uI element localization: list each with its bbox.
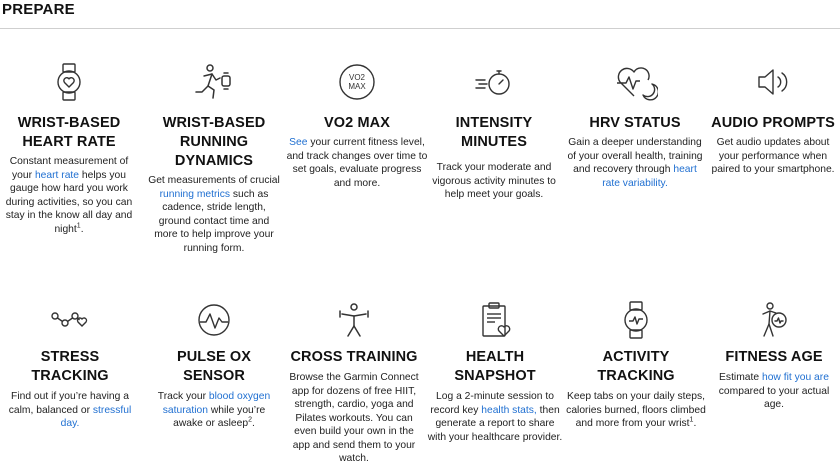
feature-description — [566, 390, 706, 431]
vo2-max-icon — [286, 62, 428, 102]
feature-title: WRIST-BASED HEART RATE — [17, 115, 121, 150]
feature-description — [2, 390, 138, 431]
heart-watch-icon — [2, 62, 136, 102]
feature-title: WRIST-BASED RUNNING DYNAMICS — [162, 115, 266, 169]
description-text: . — [80, 223, 84, 235]
description-text: Keep tabs on your daily steps, calories burned, floors climbed and more from your wrist — [566, 391, 706, 429]
feature-description — [2, 155, 136, 236]
hrv-heart-moon-icon — [566, 62, 704, 102]
description-link[interactable]: running metrics — [159, 188, 231, 200]
feature-description — [426, 390, 564, 444]
feature-activity-tracking — [566, 300, 706, 431]
feature-fitness-age — [708, 300, 840, 412]
pulse-ox-icon — [148, 300, 280, 340]
vo2-icon-text-bottom: MAX — [348, 82, 366, 91]
footnote-marker: 2 — [248, 416, 252, 424]
description-text: . — [252, 418, 255, 429]
feature-intensity-minutes — [432, 62, 556, 202]
description-link[interactable]: blood oxygen saturation — [162, 391, 271, 416]
feature-title: ACTIVITY TRACKING — [597, 349, 675, 384]
description-text: Track your — [157, 391, 209, 402]
description-text: Track your moderate and vigorous activity minutes to help meet your goals. — [432, 162, 556, 200]
section-header — [0, 0, 840, 29]
description-text: Find out if you’re having a calm, balanced or — [8, 391, 129, 416]
section-title: PREPARE — [2, 1, 75, 18]
feature-vo2-max — [286, 62, 428, 190]
description-text: your current fitness level, and track changes over time to set goals, evaluate progress and more. — [286, 137, 428, 189]
cross-training-icon — [287, 300, 421, 340]
feature-title: INTENSITY MINUTES — [455, 115, 533, 150]
runner-icon — [146, 62, 282, 102]
feature-title: HRV STATUS — [589, 115, 681, 131]
footnote-marker: 1 — [76, 222, 81, 230]
description-text: Estimate — [719, 372, 762, 383]
feature-cross-training — [287, 300, 421, 462]
clipboard-heart-icon — [426, 300, 564, 340]
feature-stress-tracking — [2, 300, 138, 431]
feature-audio-prompts — [706, 62, 840, 177]
feature-title: PULSE OX SENSOR — [176, 349, 252, 384]
description-link[interactable]: stressful day. — [60, 404, 132, 429]
stress-chain-icon — [2, 300, 138, 340]
description-text: Gain a deeper understanding of your overall health, training and recovery through — [567, 137, 703, 175]
description-text: Constant measurement of your — [9, 156, 129, 181]
feature-description — [706, 136, 840, 177]
description-text: helps you gauge how hard you work during activities, so you can stay in the know all day and night — [5, 169, 133, 235]
description-text: while you’re awake or asleep — [173, 404, 266, 429]
feature-title: CROSS TRAINING — [290, 349, 418, 365]
feature-wrist-heart-rate — [2, 62, 136, 236]
description-link[interactable]: heart rate variability. — [602, 164, 697, 189]
feature-title: FITNESS AGE — [725, 349, 823, 365]
feature-description — [146, 174, 282, 255]
description-text: Log a 2-minute session to record key — [430, 391, 554, 416]
feature-description — [566, 136, 704, 190]
description-text: then generate a report to share with your healthcare provider. — [427, 404, 563, 443]
description-text: Browse the Garmin Connect app for dozens of free HIIT, strength, cardio, yoga and Pilates workouts. You can even build your own in the app and send them to your watch. — [289, 372, 419, 462]
feature-description — [286, 136, 428, 190]
feature-description — [708, 371, 840, 412]
description-link[interactable]: heart rate — [34, 169, 80, 181]
feature-running-dynamics — [146, 62, 282, 255]
description-link[interactable]: See — [289, 137, 308, 148]
feature-pulse-ox — [148, 300, 280, 431]
feature-title: HEALTH SNAPSHOT — [454, 349, 536, 384]
speaker-icon — [706, 62, 840, 102]
feature-description — [148, 390, 280, 431]
description-link[interactable]: health stats, — [481, 404, 537, 416]
feature-health-snapshot — [426, 300, 564, 444]
fitness-age-icon — [708, 300, 840, 340]
feature-title: VO2 MAX — [324, 115, 390, 131]
feature-description — [287, 371, 421, 462]
description-link[interactable]: how fit you are — [761, 372, 829, 383]
description-text: Get audio updates about your performance when paired to your smartphone. — [711, 137, 835, 175]
feature-title: AUDIO PROMPTS — [711, 115, 835, 131]
description-text: Get measurements of crucial — [148, 175, 280, 186]
stopwatch-icon — [432, 62, 556, 102]
vo2-icon-text-top: VO2 — [348, 73, 366, 82]
feature-description — [432, 161, 556, 202]
feature-title: STRESS TRACKING — [31, 349, 109, 384]
description-text: compared to your actual age. — [718, 385, 830, 410]
feature-hrv-status — [566, 62, 704, 190]
description-text: such as cadence, stride length, ground contact time and more to help improve your running form. — [154, 188, 274, 254]
description-text: . — [693, 418, 697, 429]
activity-watch-icon — [566, 300, 706, 340]
footnote-marker: 1 — [689, 416, 694, 424]
